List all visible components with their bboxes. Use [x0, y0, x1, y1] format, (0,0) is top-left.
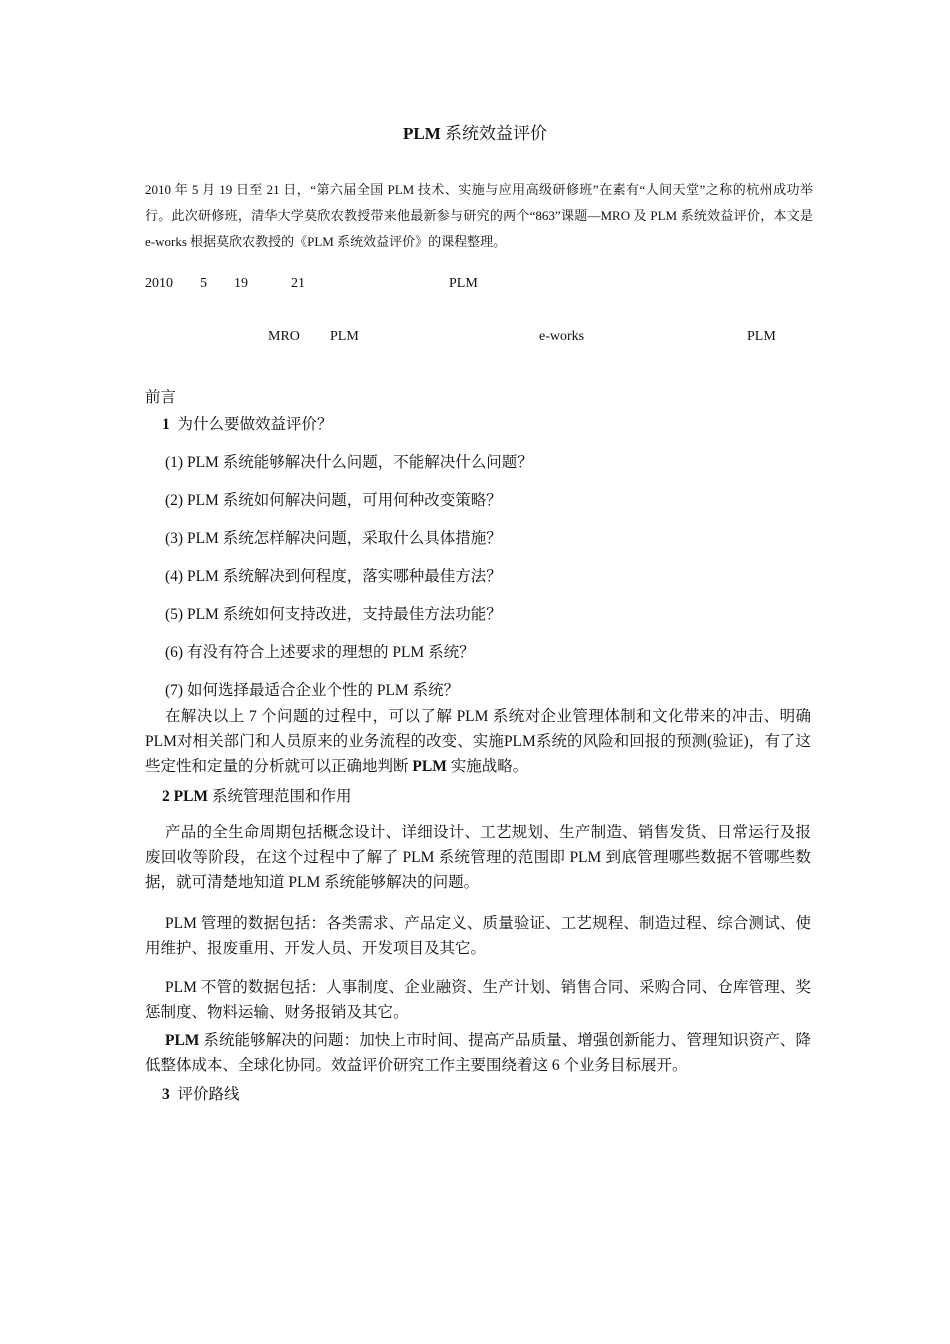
question-item: (2) PLM 系统如何解决问题，可用何种改变策略？	[165, 492, 502, 509]
fragment-text: PLM	[449, 276, 478, 291]
fragment-text: MRO	[268, 329, 300, 344]
preface-heading: 前言	[145, 389, 177, 406]
question-item: (7) 如何选择最适合企业个性的 PLM 系统？	[165, 682, 460, 699]
fragment-text: 5	[200, 276, 207, 291]
intro-paragraph: 2010 年 5 月 19 日至 21 日，“第六届全国 PLM 技术、实施与应用高级研修班”在素有“人间天堂”之称的杭州成功举行。此次研修班，清华大学莫欣农教授带来他最新参与研究的两个“863”课题—MRO 及 PLM 系统效益评价，本文是 e-works 根据莫欣农教授的《PLM 系统效益评价》的课程整理。	[145, 182, 813, 249]
question-item: (6) 有没有符合上述要求的理想的 PLM 系统？	[165, 644, 475, 661]
paragraph-solvable-problems: PLM 系统能够解决的问题：加快上市时间、提高产品质量、增强创新能力、管理知识资产、降低整体成本、全球化协同。效益评价研究工作主要围绕着这 6 个业务目标展开。	[145, 1032, 811, 1074]
fragment-text: 21	[291, 276, 305, 291]
question-item: (3) PLM 系统怎样解决问题，采取什么具体措施？	[165, 530, 502, 547]
page-title: PLM 系统效益评价	[402, 124, 548, 143]
section-3-heading: 3 评价路线	[162, 1086, 240, 1103]
section-2-heading: 2 PLM 系统管理范围和作用	[162, 788, 352, 805]
paragraph-lifecycle: 产品的全生命周期包括概念设计、详细设计、工艺规划、生产制造、销售发货、日常运行及报废回收等阶段，在这个过程中了解了 PLM 系统管理的范围即 PLM 到底管理哪些数据不管哪些数据，就可清楚地知道 PLM 系统能够解决的问题。	[145, 824, 811, 891]
fragment-text: 19	[234, 276, 248, 291]
fragment-text: PLM	[330, 329, 359, 344]
fragment-text: e-works	[539, 329, 585, 344]
paragraph-managed-data: PLM 管理的数据包括：各类需求、产品定义、质量验证、工艺规程、制造过程、综合测试、使用维护、报废重用、开发人员、开发项目及其它。	[145, 915, 811, 957]
question-item: (4) PLM 系统解决到何程度，落实哪种最佳方法？	[165, 568, 502, 585]
fragment-text: 2010	[145, 276, 173, 291]
question-item: (5) PLM 系统如何支持改进，支持最佳方法功能？	[165, 606, 502, 623]
paragraph-analysis: 在解决以上 7 个问题的过程中，可以了解 PLM 系统对企业管理体制和文化带来的冲击、明确PLM对相关部门和人员原来的业务流程的改变、实施PLM系统的风险和回报的预测(验证)，有了这些定性和定量的分析就可以正确地判断 PLM 实施战略。	[145, 708, 811, 775]
question-item: (1) PLM 系统能够解决什么问题，不能解决什么问题？	[165, 454, 533, 471]
fragment-text: PLM	[747, 329, 776, 344]
section-1-heading: 1 为什么要做效益评价？	[162, 416, 333, 433]
paragraph-unmanaged-data: PLM 不管的数据包括：人事制度、企业融资、生产计划、销售合同、采购合同、仓库管理、奖惩制度、物料运输、财务报销及其它。	[145, 979, 811, 1021]
